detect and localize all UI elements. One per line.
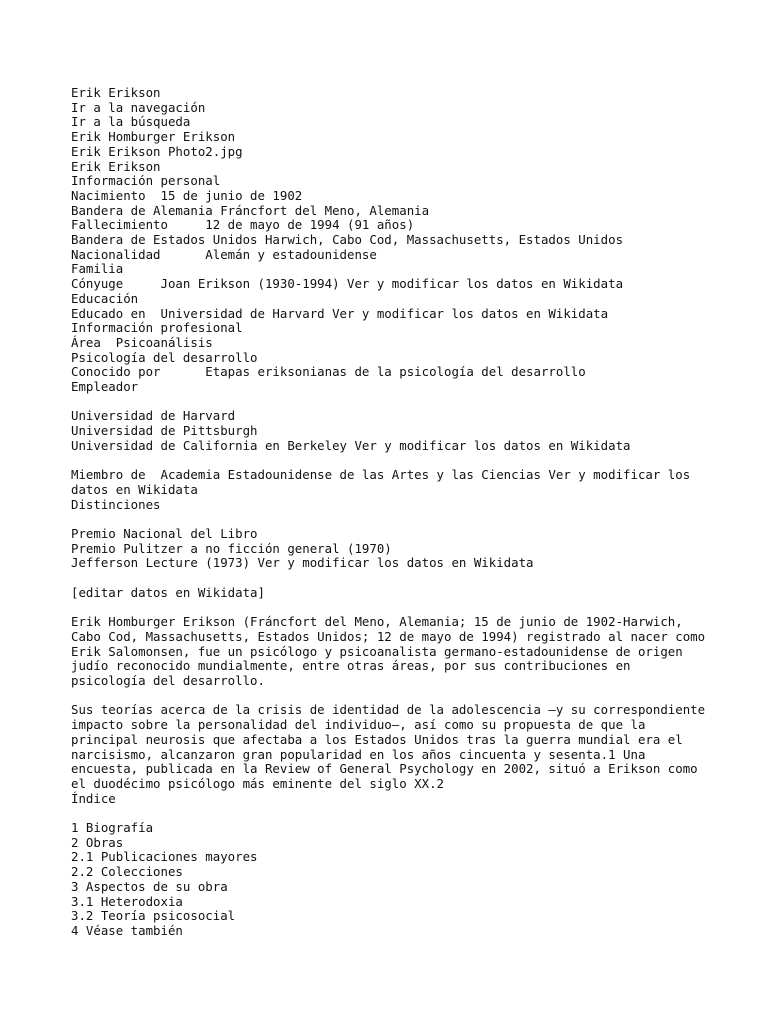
toc-item[interactable]: 1 Biografía (71, 820, 154, 836)
table-of-contents (71, 792, 711, 939)
employer-item[interactable]: Universidad de Harvard (71, 408, 236, 424)
birth-place-row: Bandera de Alemania Fráncfort del Meno, Alemania (71, 202, 430, 218)
section-education: Educación (71, 290, 139, 306)
toc-title: Índice (71, 790, 116, 806)
toc-item[interactable]: 2 Obras (71, 834, 124, 850)
toc-subitem[interactable]: 2.1 Publicaciones mayores (71, 849, 258, 865)
spouse-row: Cónyuge Joan Erikson (1930-1994) Ver y modificar los datos en Wikidata (71, 276, 624, 292)
toc-subitem[interactable]: 2.2 Colecciones (71, 864, 183, 880)
spacer (71, 395, 711, 410)
employer-label: Empleador (71, 379, 139, 395)
spacer (71, 512, 711, 527)
full-name: Erik Homburger Erikson (71, 129, 236, 145)
edit-wikidata-link[interactable]: [editar datos en Wikidata] (71, 584, 265, 600)
known-for-row: Conocido por Etapas eriksonianas de la psicología del desarrollo (71, 364, 586, 380)
section-professional-info: Información profesional (71, 320, 243, 336)
area-row-2: Psicología del desarrollo (71, 349, 258, 365)
theories-paragraph: Sus teorías acerca de la crisis de identidad de la adolescencia —y su correspondiente impacto sobre la personalidad del individuo—, así como su propuesta de que la principal neurosis que afectaba a los Estados Unidos tras la guerra mundial era el narcisismo, alcanzaron gran popularidad en los años cincuenta y sesenta.1 Una encuesta, publicada en la Review of General Psychology en 2002, situó a Erikson como el duodécimo psicólogo más eminente del siglo XX.2 (71, 702, 713, 791)
death-row: Fallecimiento 12 de mayo de 1994 (91 años) (71, 217, 415, 233)
toc-item[interactable]: 3 Aspectos de su obra (71, 878, 228, 894)
area-row: Área Psicoanálisis (71, 334, 213, 350)
death-place-row: Bandera de Estados Unidos Harwich, Cabo Cod, Massachusetts, Estados Unidos (71, 232, 624, 248)
spacer (71, 454, 711, 469)
distinction-item[interactable]: Premio Pulitzer a no ficción general (1970) (71, 540, 392, 556)
nationality-row: Nacionalidad Alemán y estadounidense (71, 246, 377, 262)
intro-paragraph: Erik Homburger Erikson (Fráncfort del Meno, Alemania; 15 de junio de 1902-Harwich, Cabo Cod, Massachusetts, Estados Unidos; 12 de mayo de 1994) registrado al nacer como Erik Salomonsen, fue un psicólogo y psicoanalista germano-estadounidense de origen judío reconocido mundialmente, entre otras áreas, por sus contribuciones en psicología del desarrollo. (71, 614, 713, 689)
distinctions-list (71, 527, 711, 571)
member-row: Miembro de Academia Estadounidense de las Artes y las Ciencias Ver y modificar los datos en Wikidata (71, 467, 698, 497)
spacer (71, 571, 711, 586)
skip-to-navigation-link[interactable]: Ir a la navegación (71, 99, 206, 115)
toc-subitem[interactable]: 3.1 Heterodoxia (71, 893, 183, 909)
employer-item[interactable]: Universidad de California en Berkeley Ver y modificar los datos en Wikidata (71, 437, 631, 453)
article-body (71, 615, 711, 791)
toc-item[interactable]: 4 Véase también (71, 922, 183, 938)
section-personal-info: Información personal (71, 173, 221, 189)
spacer (71, 689, 711, 704)
educated-row: Educado en Universidad de Harvard Ver y modificar los datos en Wikidata (71, 305, 609, 321)
birth-row: Nacimiento 15 de junio de 1902 (71, 187, 303, 203)
image-link[interactable]: Erik Erikson Photo2.jpg (71, 143, 243, 159)
toc-subitem[interactable]: 3.2 Teoría psicosocial (71, 908, 236, 924)
distinction-item[interactable]: Jefferson Lecture (1973) Ver y modificar los datos en Wikidata (71, 555, 534, 571)
skip-to-search-link[interactable]: Ir a la búsqueda (71, 114, 191, 130)
toc-list (71, 821, 711, 939)
employer-list (71, 409, 711, 453)
infobox (71, 86, 711, 601)
document-page (71, 86, 711, 939)
infobox-title: Erik Erikson (71, 85, 161, 100)
name-caption: Erik Erikson (71, 158, 161, 174)
spacer (71, 806, 711, 821)
distinctions-label: Distinciones (71, 496, 161, 512)
section-family: Familia (71, 261, 124, 277)
employer-item[interactable]: Universidad de Pittsburgh (71, 423, 258, 439)
spacer (71, 601, 711, 616)
distinction-item[interactable]: Premio Nacional del Libro (71, 526, 258, 542)
